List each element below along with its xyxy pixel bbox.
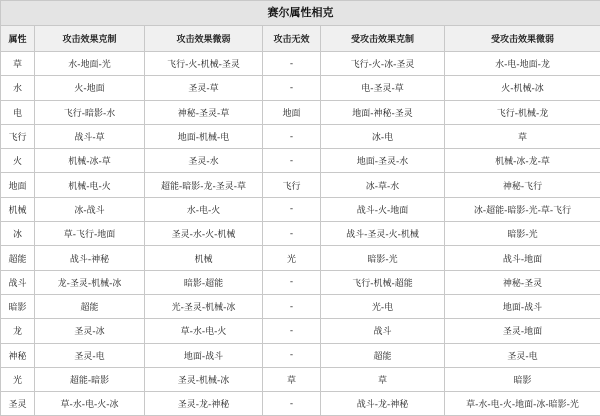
header-attack-immune: 攻击无效 [263,26,321,52]
cell-attack-immune: - [263,392,321,416]
cell-defense-resist: 草-水-电-火-地面-冰-暗影-光 [445,392,600,416]
cell-attack-immune: - [263,343,321,367]
cell-attribute: 光 [1,367,35,391]
cell-defense-resist: 水-电-地面-龙 [445,52,600,76]
cell-defense-resist: 地面-战斗 [445,294,600,318]
cell-attribute: 战斗 [1,270,35,294]
table-row [1,52,600,76]
cell-attribute: 地面 [1,173,35,197]
table-row [1,319,600,343]
table-header [1,26,600,52]
header-attack-weak: 攻击效果微弱 [145,26,263,52]
cell-attack-immune: 地面 [263,100,321,124]
cell-defense-resist: 冰-超能-暗影-光-草-飞行 [445,197,600,221]
cell-attack-immune: - [263,270,321,294]
cell-attack-strong: 冰-战斗 [35,197,145,221]
cell-attack-immune: - [263,222,321,246]
cell-defense-weak: 暗影-光 [321,246,445,270]
table-row [1,367,600,391]
table-row [1,197,600,221]
cell-attack-immune: 光 [263,246,321,270]
cell-attack-immune: - [263,52,321,76]
table-row [1,76,600,100]
cell-attack-immune: - [263,294,321,318]
cell-defense-weak: 地面-神秘-圣灵 [321,100,445,124]
cell-defense-resist: 圣灵-地面 [445,319,600,343]
cell-attribute: 超能 [1,246,35,270]
cell-attribute: 水 [1,76,35,100]
cell-attack-weak: 地面-战斗 [145,343,263,367]
cell-defense-weak: 冰-草-水 [321,173,445,197]
cell-attribute: 电 [1,100,35,124]
cell-attack-weak: 圣灵-草 [145,76,263,100]
cell-attack-strong: 圣灵-电 [35,343,145,367]
table-row [1,100,600,124]
cell-attack-weak: 飞行-火-机械-圣灵 [145,52,263,76]
header-defense-resist: 受攻击效果微弱 [445,26,600,52]
header-defense-weak: 受攻击效果克制 [321,26,445,52]
cell-attack-weak: 圣灵-龙-神秘 [145,392,263,416]
cell-attack-weak: 圣灵-机械-冰 [145,367,263,391]
table-row [1,392,600,416]
header-row [1,26,600,52]
cell-attack-weak: 神秘-圣灵-草 [145,100,263,124]
cell-defense-resist: 暗影-光 [445,222,600,246]
cell-attribute: 龙 [1,319,35,343]
cell-attack-strong: 水-地面-光 [35,52,145,76]
cell-attribute: 神秘 [1,343,35,367]
cell-defense-weak: 超能 [321,343,445,367]
cell-attack-strong: 飞行-暗影-水 [35,100,145,124]
cell-defense-weak: 飞行-火-冰-圣灵 [321,52,445,76]
cell-defense-resist: 火-机械-冰 [445,76,600,100]
table-row [1,343,600,367]
cell-attack-strong: 圣灵-冰 [35,319,145,343]
cell-attack-weak: 水-电-火 [145,197,263,221]
table-row [1,173,600,197]
cell-defense-weak: 草 [321,367,445,391]
cell-attribute: 机械 [1,197,35,221]
cell-attack-weak: 暗影-超能 [145,270,263,294]
cell-defense-weak: 光-电 [321,294,445,318]
cell-defense-weak: 战斗-龙-神秘 [321,392,445,416]
cell-attribute: 暗影 [1,294,35,318]
cell-attack-immune: - [263,319,321,343]
cell-defense-weak: 飞行-机械-超能 [321,270,445,294]
table-row [1,149,600,173]
cell-attack-immune: 飞行 [263,173,321,197]
cell-attack-weak: 光-圣灵-机械-冰 [145,294,263,318]
cell-attack-weak: 超能-暗影-龙-圣灵-草 [145,173,263,197]
cell-defense-weak: 战斗-火-地面 [321,197,445,221]
cell-attribute: 飞行 [1,124,35,148]
cell-defense-weak: 战斗 [321,319,445,343]
cell-attack-immune: - [263,197,321,221]
cell-attribute: 冰 [1,222,35,246]
header-attack-strong: 攻击效果克制 [35,26,145,52]
table-row [1,222,600,246]
cell-attack-strong: 超能 [35,294,145,318]
cell-attack-strong: 草-水-电-火-冰 [35,392,145,416]
cell-attack-immune: - [263,124,321,148]
cell-attack-immune: - [263,149,321,173]
cell-defense-resist: 战斗-地面 [445,246,600,270]
cell-defense-weak: 冰-电 [321,124,445,148]
table-title: 赛尔属性相克 [0,0,600,25]
cell-attack-immune: 草 [263,367,321,391]
cell-attack-strong: 机械-电-火 [35,173,145,197]
cell-defense-resist: 暗影 [445,367,600,391]
cell-attribute: 草 [1,52,35,76]
cell-attribute: 火 [1,149,35,173]
cell-attack-strong: 超能-暗影 [35,367,145,391]
cell-defense-resist: 草 [445,124,600,148]
table-row [1,294,600,318]
cell-defense-resist: 神秘-圣灵 [445,270,600,294]
cell-attack-strong: 草-飞行-地面 [35,222,145,246]
cell-attack-strong: 战斗-草 [35,124,145,148]
cell-defense-weak: 地面-圣灵-水 [321,149,445,173]
cell-attack-weak: 草-水-电-火 [145,319,263,343]
cell-attack-strong: 战斗-神秘 [35,246,145,270]
cell-attack-weak: 机械 [145,246,263,270]
cell-defense-weak: 电-圣灵-草 [321,76,445,100]
cell-attack-weak: 圣灵-水-火-机械 [145,222,263,246]
cell-attack-immune: - [263,76,321,100]
table-row [1,124,600,148]
cell-attack-strong: 机械-冰-草 [35,149,145,173]
table-row [1,270,600,294]
table-body [1,52,600,416]
cell-attribute: 圣灵 [1,392,35,416]
cell-attack-weak: 圣灵-水 [145,149,263,173]
cell-attack-strong: 火-地面 [35,76,145,100]
cell-defense-weak: 战斗-圣灵-火-机械 [321,222,445,246]
cell-attack-weak: 地面-机械-电 [145,124,263,148]
cell-attack-strong: 龙-圣灵-机械-冰 [35,270,145,294]
cell-defense-resist: 神秘-飞行 [445,173,600,197]
header-attribute: 属性 [1,26,35,52]
table-row [1,246,600,270]
cell-defense-resist: 机械-冰-龙-草 [445,149,600,173]
cell-defense-resist: 圣灵-电 [445,343,600,367]
cell-defense-resist: 飞行-机械-龙 [445,100,600,124]
